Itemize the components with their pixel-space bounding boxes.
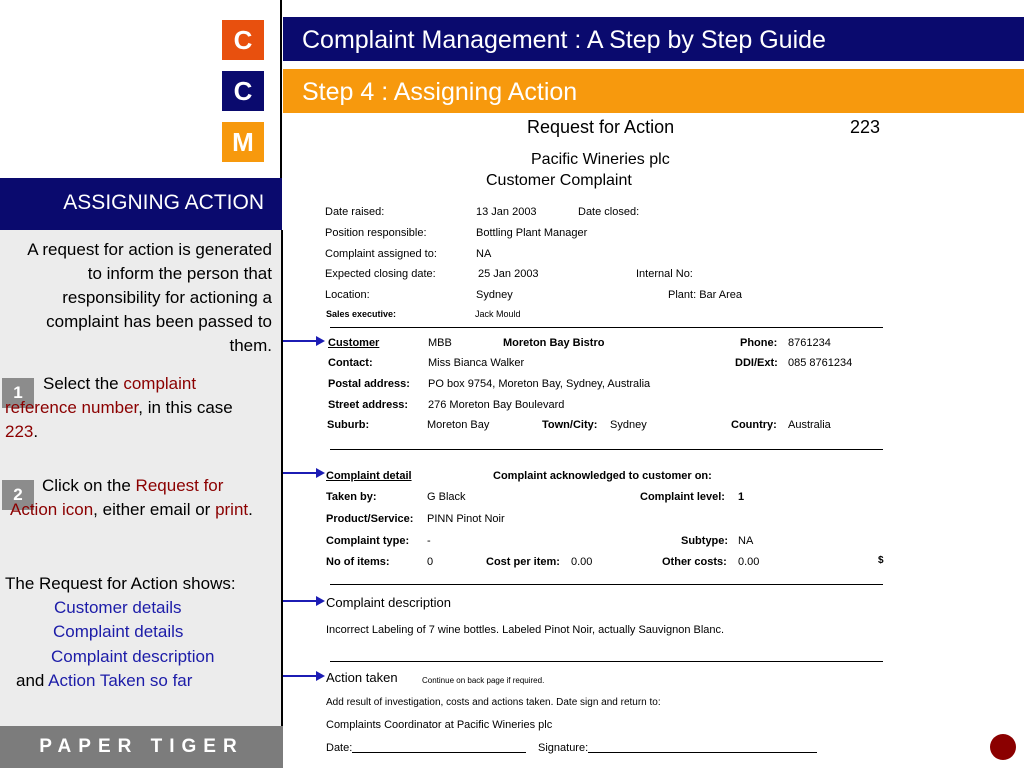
type-value: -	[427, 535, 431, 547]
meta-value: Sydney	[476, 289, 513, 301]
divider	[330, 449, 883, 450]
arrow-head-icon	[316, 336, 325, 346]
arrow-description	[283, 600, 317, 602]
suburb-value: Moreton Bay	[427, 419, 490, 431]
step-1-badge: 1	[2, 378, 34, 408]
doc-company: Pacific Wineries plc	[531, 151, 670, 168]
date-label: Date:	[326, 742, 353, 754]
shows-item: Complaint details	[53, 622, 184, 641]
postal-value: PO box 9754, Moreton Bay, Sydney, Australia	[428, 378, 651, 390]
doc-subtitle: Customer Complaint	[486, 172, 632, 189]
meta-label: Location:	[325, 289, 370, 301]
country-value: Australia	[788, 419, 831, 431]
street-label: Street address:	[328, 399, 409, 411]
divider	[330, 584, 883, 585]
meta-value: 25 Jan 2003	[478, 268, 539, 280]
subtype-value: NA	[738, 535, 754, 547]
type-label: Complaint type:	[326, 535, 410, 547]
phone-label: Phone:	[740, 337, 778, 349]
contact-label: Contact:	[328, 357, 373, 369]
doc-number: 223	[850, 117, 881, 137]
ddi-label: DDI/Ext:	[735, 357, 778, 369]
contact-value: Miss Bianca Walker	[428, 357, 525, 369]
customer-label: Customer	[328, 337, 380, 349]
meta-value: 13 Jan 2003	[476, 206, 537, 218]
meta-label: Sales executive:	[326, 309, 397, 319]
product-value: PINN Pinot Noir	[427, 513, 505, 525]
complaint-detail-label: Complaint detail	[326, 470, 412, 482]
other-value: 0.00	[738, 556, 760, 568]
sidebar-panel	[0, 230, 283, 726]
next-slide-button[interactable]	[990, 734, 1016, 760]
meta-label: Internal No:	[636, 268, 693, 280]
arrow-complaint	[283, 472, 317, 474]
sidebar-heading: ASSIGNING ACTION	[0, 178, 282, 230]
taken-label: Taken by:	[326, 491, 377, 503]
arrow-action	[283, 675, 317, 677]
action-label: Action taken	[326, 670, 398, 685]
step-2-badge: 2	[2, 480, 34, 510]
shows-item: Customer details	[54, 598, 182, 617]
logo-c-blue: C	[222, 71, 264, 111]
return-to: Complaints Coordinator at Pacific Wineries plc	[326, 719, 553, 731]
phone-value: 8761234	[788, 337, 831, 349]
description-text: Incorrect Labeling of 7 wine bottles. Labeled Pinot Noir, actually Sauvignon Blanc.	[326, 624, 725, 636]
meta-label: Position responsible:	[325, 227, 427, 239]
items-label: No of items:	[326, 556, 390, 568]
page-title: Complaint Management : A Step by Step Guide	[283, 17, 1024, 61]
meta-value: Jack Mould	[475, 309, 521, 319]
subtype-label: Subtype:	[681, 535, 729, 547]
arrow-head-icon	[316, 468, 325, 478]
ack-label: Complaint acknowledged to customer on:	[493, 470, 712, 482]
action-note: Continue on back page if required.	[422, 676, 545, 685]
meta-label: Date raised:	[325, 206, 385, 218]
level-label: Complaint level:	[640, 491, 725, 503]
step-1-text: Select the complaint reference number, in this case 223.	[5, 374, 233, 441]
logo-divider	[280, 0, 282, 178]
arrow-head-icon	[316, 671, 325, 681]
logo-m-orange: M	[222, 122, 264, 162]
signature-line	[588, 752, 817, 753]
arrow-customer	[283, 340, 317, 342]
meta-value: Bottling Plant Manager	[476, 227, 588, 239]
meta-label: Expected closing date:	[325, 268, 436, 280]
suburb-label: Suburb:	[327, 419, 370, 431]
cost-label: Cost per item:	[486, 556, 560, 568]
signature-label: Signature:	[538, 742, 589, 754]
step-2-text: Click on the Request for Action icon, either email or print.	[10, 476, 253, 519]
doc-title: Request for Action	[527, 117, 675, 137]
divider	[330, 327, 883, 328]
divider	[330, 661, 883, 662]
taken-value: G Black	[427, 491, 466, 503]
customer-code: MBB	[428, 337, 452, 349]
meta-value: NA	[476, 248, 492, 260]
footer-brand: PAPER TIGER	[0, 726, 283, 768]
items-value: 0	[427, 556, 434, 568]
shows-title: The Request for Action shows:	[5, 574, 236, 593]
sidebar-intro: A request for action is generated to inform the person that responsibility for actioning a complaint has been passed to them.	[27, 240, 272, 355]
ddi-value: 085 8761234	[788, 357, 853, 369]
cost-value: 0.00	[571, 556, 593, 568]
customer-name: Moreton Bay Bistro	[503, 337, 605, 349]
meta-label: Complaint assigned to:	[325, 248, 437, 260]
meta-label: Date closed:	[578, 206, 640, 218]
town-value: Sydney	[610, 419, 647, 431]
other-label: Other costs:	[662, 556, 727, 568]
product-label: Product/Service:	[326, 513, 414, 525]
country-label: Country:	[731, 419, 777, 431]
description-label: Complaint description	[326, 595, 452, 610]
street-value: 276 Moreton Bay Boulevard	[428, 399, 565, 411]
arrow-head-icon	[316, 596, 325, 606]
town-label: Town/City:	[542, 419, 598, 431]
currency-symbol: $	[878, 555, 884, 566]
level-value: 1	[738, 491, 745, 503]
postal-label: Postal address:	[328, 378, 410, 390]
shows-last: and Action Taken so far	[16, 671, 193, 690]
meta-value: Plant: Bar Area	[668, 289, 743, 301]
logo-c-red: C	[222, 20, 264, 60]
action-instructions: Add result of investigation, costs and actions taken. Date sign and return to:	[326, 697, 661, 708]
shows-item: Complaint description	[51, 647, 215, 666]
step-title: Step 4 : Assigning Action	[283, 69, 1024, 113]
date-line	[352, 752, 526, 753]
